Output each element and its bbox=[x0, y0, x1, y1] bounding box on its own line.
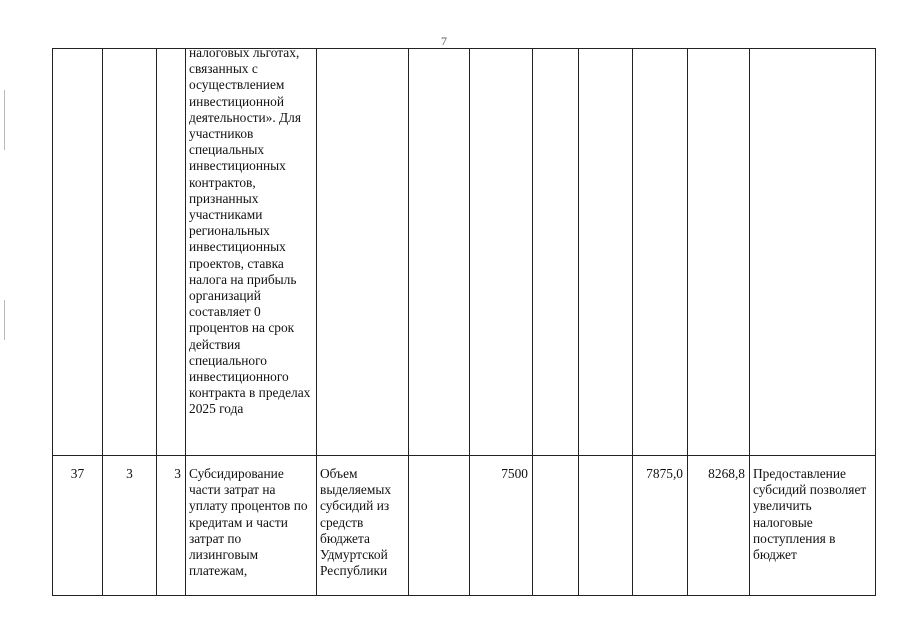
cell-empty bbox=[533, 456, 579, 596]
cell-section: 3 bbox=[103, 456, 157, 596]
cell-indicator: Объем выделяемых субсидий из средств бюджета Удмуртской Республики bbox=[317, 456, 409, 596]
cell-empty bbox=[750, 49, 876, 456]
cell-measure: Субсидирование части затрат на уплату процентов по кредитам и части затрат по лизинговым платежам, bbox=[186, 456, 317, 596]
cell-empty bbox=[470, 49, 533, 456]
document-table bbox=[52, 45, 876, 596]
cell-empty bbox=[317, 49, 409, 456]
cell-empty bbox=[579, 49, 633, 456]
cell-empty bbox=[103, 49, 157, 456]
cell-empty bbox=[409, 456, 470, 596]
page-number: 7 bbox=[441, 34, 447, 48]
cell-result: Предоставление субсидий позволяет увеличить налоговые поступления в бюджет bbox=[750, 456, 876, 596]
cell-subsection: 3 bbox=[157, 456, 186, 596]
cell-value-2020: 7500 bbox=[470, 456, 533, 596]
cell-empty bbox=[633, 49, 688, 456]
cell-row-number: 37 bbox=[53, 456, 103, 596]
cell-empty bbox=[533, 49, 579, 456]
table-row-37 bbox=[53, 456, 876, 596]
description-text: налоговых льготах, связанных с осуществлением инвестиционной деятельности». Для участников специальных инвестиционных контрактов, признанных участниками региональных инвестиционных проектов, ставка налога на прибыль организаций составляет 0 процентов на срок действия специального инвестиционного контракта в пределах 2025 года bbox=[189, 45, 311, 417]
cell-empty bbox=[409, 49, 470, 456]
cell-value-2025: 8268,8 bbox=[688, 456, 750, 596]
cell-empty bbox=[579, 456, 633, 596]
scan-artifact bbox=[4, 90, 5, 150]
cell-empty bbox=[688, 49, 750, 456]
cell-description-continuation bbox=[186, 45, 317, 456]
table-row-continuation bbox=[53, 49, 876, 456]
cell-empty bbox=[53, 49, 103, 456]
cell-value-2024: 7875,0 bbox=[633, 456, 688, 596]
scan-artifact bbox=[4, 300, 5, 340]
cell-empty bbox=[157, 49, 186, 456]
